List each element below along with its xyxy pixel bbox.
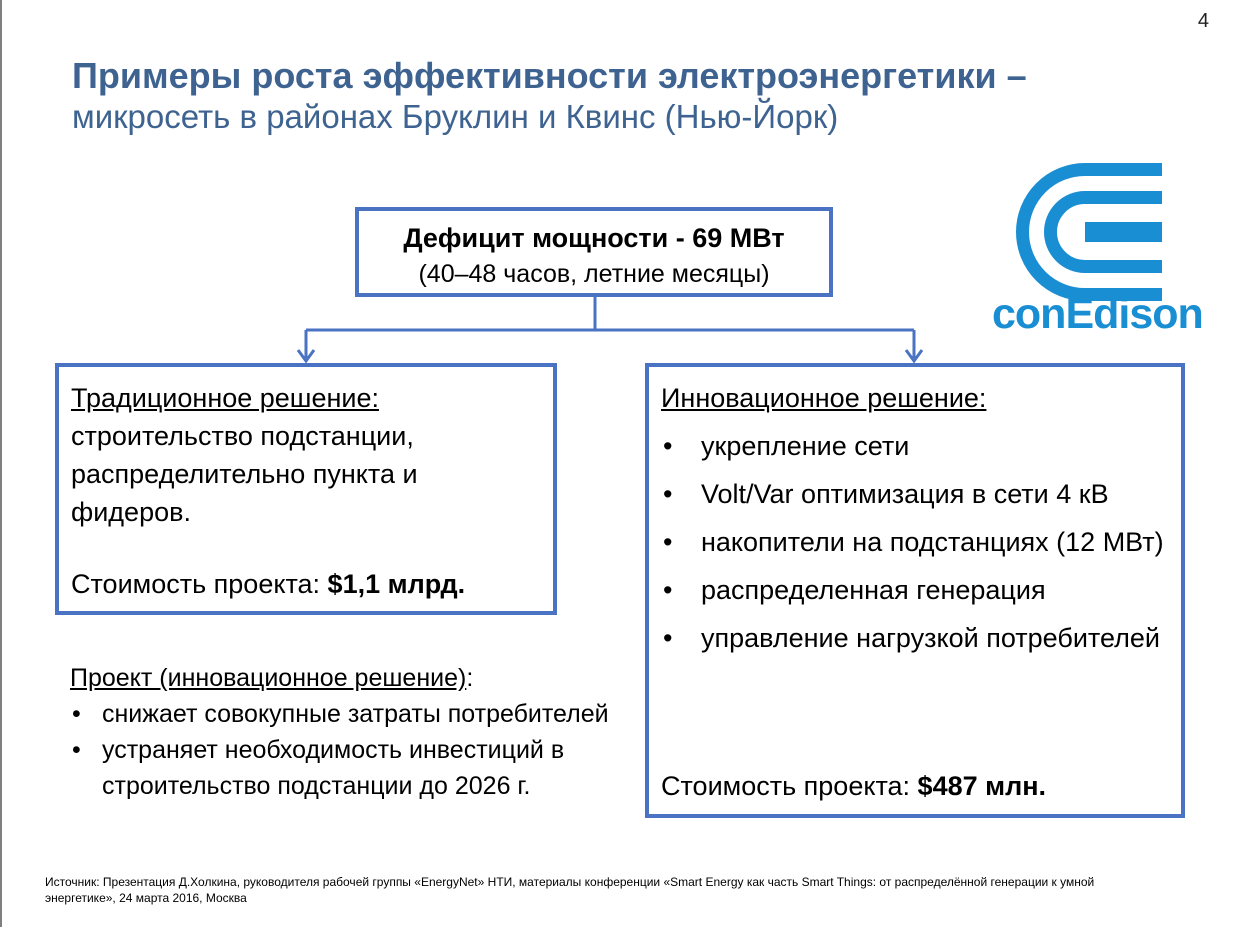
list-item: • распределенная генерация xyxy=(663,575,1046,605)
traditional-cost xyxy=(71,565,465,603)
innovative-heading: Инновационное решение: xyxy=(661,383,987,413)
traditional-solution-box xyxy=(55,363,557,615)
traditional-cost-value: $1,1 млрд. xyxy=(327,569,466,599)
innovative-cost xyxy=(661,767,1046,805)
list-item: • Volt/Var оптимизация в сети 4 кВ xyxy=(663,479,1109,509)
source-footnote: Источник: Презентация Д.Холкина, руководителя рабочей группы «EnergyNet» НТИ, материалы конференции «Smart Energy как часть Smart Things: от распределённой генерации к умной энергетике», 24 марта 2016, Москва xyxy=(45,875,1095,905)
innovative-cost-label: Стоимость проекта: xyxy=(661,771,918,801)
innovative-cost-value: $487 млн. xyxy=(917,771,1047,801)
list-item: • укрепление сети xyxy=(663,431,910,461)
title-line-2: микросеть в районах Бруклин и Квинс (Нью-Йорк) xyxy=(72,98,839,135)
deficit-subtitle: (40–48 часов, летние месяцы) xyxy=(418,260,770,288)
deficit-heading: Дефицит мощности - 69 МВт xyxy=(403,223,785,253)
title-line-1: Примеры роста эффективности электроэнергетики – xyxy=(72,55,1027,96)
list-item: • снижает совокупные затраты потребителей xyxy=(72,700,609,728)
page-number: 4 xyxy=(1197,10,1209,32)
deficit-box xyxy=(355,207,833,297)
project-summary xyxy=(70,660,630,804)
project-heading: Проект (инновационное решение): xyxy=(70,664,474,692)
list-item: • управление нагрузкой потребителей xyxy=(663,623,1160,653)
traditional-heading: Традиционное решение: xyxy=(71,383,379,413)
innovative-solution-box xyxy=(645,363,1185,818)
list-item: • накопители на подстанциях (12 МВт) xyxy=(663,527,1164,557)
project-list xyxy=(70,696,630,804)
traditional-cost-label: Стоимость проекта: xyxy=(71,569,328,599)
con-edison-logo-text: conEdison xyxy=(992,290,1203,338)
innovative-list xyxy=(661,427,1169,657)
list-item: • устраняет необходимость инвестиций в строительство подстанции до 2026 г. xyxy=(72,736,565,800)
traditional-text: строительство подстанции, распределительно пункта и фидеров. xyxy=(71,421,418,527)
